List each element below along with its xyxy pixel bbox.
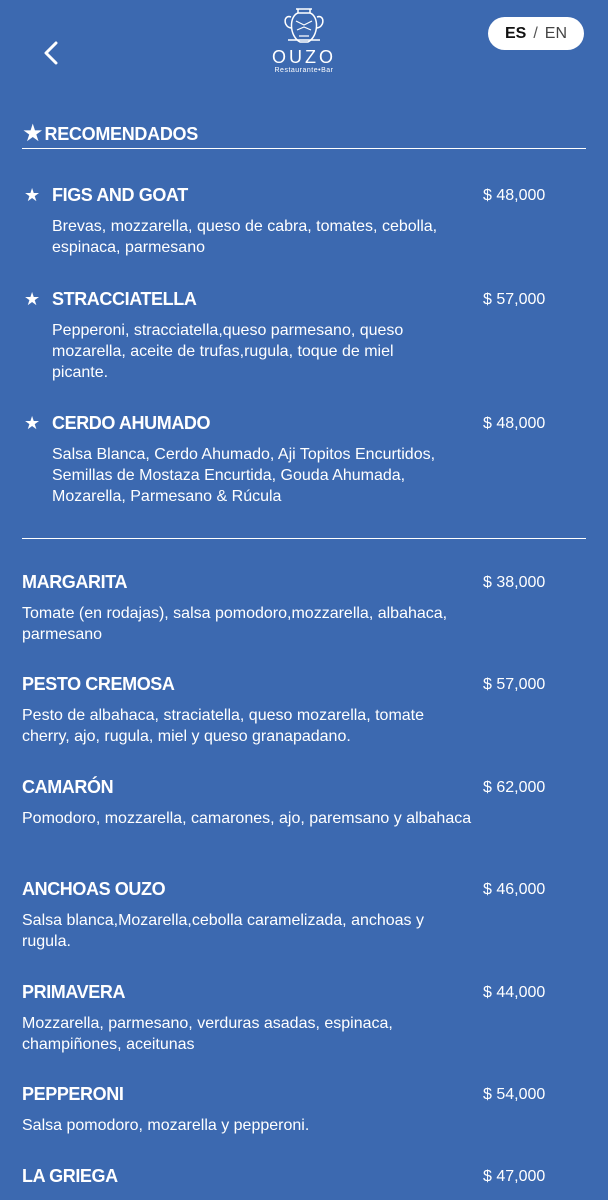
amphora-logo-icon [279, 6, 329, 46]
item-price: $ 48,000 [483, 415, 546, 432]
item-price: $ 54,000 [483, 1086, 546, 1103]
item-name: ANCHOAS OUZO [22, 879, 166, 899]
lang-es[interactable]: ES [504, 24, 527, 42]
item-description: Pesto de albahaca, straciatella, queso mozarella, tomate cherry, ajo, rugula, miel y queso granapadano. [22, 707, 425, 745]
item-name: CAMARÓN [22, 777, 114, 797]
brand-tagline: Restaurante•Bar [274, 67, 334, 74]
item-description: Salsa Blanca, Cerdo Ahumado, Aji Topitos Encurtidos, Semillas de Mostaza Encurtida, Gouda Ahumada, Mozarella, Parmesano & Rúcula [52, 446, 436, 505]
item-name: PEPPERONI [22, 1084, 124, 1104]
brand-logo[interactable] [264, 6, 344, 86]
section-title: RECOMENDADOS [44, 123, 198, 144]
item-name: PRIMAVERA [22, 982, 126, 1002]
back-button[interactable] [36, 36, 66, 70]
item-price: $ 48,000 [483, 187, 546, 204]
menu-item-pesto-cremosa[interactable] [22, 674, 586, 747]
item-name: FIGS AND GOAT [52, 185, 188, 205]
item-name: STRACCIATELLA [52, 289, 197, 309]
star-icon: ★ [24, 289, 41, 309]
menu-item-la-griega[interactable] [22, 1166, 586, 1192]
menu-item-anchoas-ouzo[interactable] [22, 879, 586, 952]
item-price: $ 47,000 [483, 1168, 546, 1185]
item-price: $ 57,000 [483, 291, 546, 308]
menu-item-stracciatella[interactable] [22, 289, 586, 383]
recommended-section-header [22, 120, 586, 149]
menu-item-figs-and-goat[interactable] [22, 185, 586, 258]
item-description: Pepperoni, stracciatella,queso parmesano, queso mozarella, aceite de trufas,rugula, toque de miel picante. [52, 322, 404, 381]
item-description: Salsa blanca,Mozarella,cebolla caramelizada, anchoas y rugula. [22, 912, 424, 950]
menu-item-pepperoni[interactable] [22, 1084, 586, 1136]
item-description: Mozzarella, parmesano, verduras asadas, espinaca, champiñones, aceitunas [22, 1015, 393, 1053]
item-price: $ 62,000 [483, 779, 546, 796]
star-icon: ★ [22, 120, 44, 147]
menu-item-margarita[interactable] [22, 572, 586, 645]
lang-en[interactable]: EN [544, 24, 568, 42]
item-name: LA GRIEGA [22, 1166, 118, 1186]
star-icon: ★ [24, 185, 41, 205]
item-price: $ 46,000 [483, 881, 546, 898]
chevron-left-icon [43, 41, 59, 65]
section-divider [22, 538, 586, 539]
item-description: Pomodoro, mozzarella, camarones, ajo, paremsano y albahaca [22, 810, 472, 827]
item-price: $ 57,000 [483, 676, 546, 693]
header [0, 0, 608, 92]
item-price: $ 38,000 [483, 574, 546, 591]
menu-item-camaron[interactable] [22, 777, 586, 829]
item-name: MARGARITA [22, 572, 128, 592]
language-toggle[interactable] [488, 17, 584, 50]
lang-separator: / [533, 24, 538, 42]
star-icon: ★ [24, 413, 41, 433]
item-description: Tomate (en rodajas), salsa pomodoro,mozzarella, albahaca, parmesano [22, 605, 448, 643]
menu-item-cerdo-ahumado[interactable] [22, 413, 586, 507]
menu-item-primavera[interactable] [22, 982, 586, 1055]
item-name: PESTO CREMOSA [22, 674, 175, 694]
item-description: Brevas, mozzarella, queso de cabra, tomates, cebolla, espinaca, parmesano [52, 218, 438, 256]
item-name: CERDO AHUMADO [52, 413, 211, 433]
item-description: Salsa pomodoro, mozarella y pepperoni. [22, 1117, 310, 1134]
brand-name: OUZO [272, 47, 336, 67]
item-price: $ 44,000 [483, 984, 546, 1001]
